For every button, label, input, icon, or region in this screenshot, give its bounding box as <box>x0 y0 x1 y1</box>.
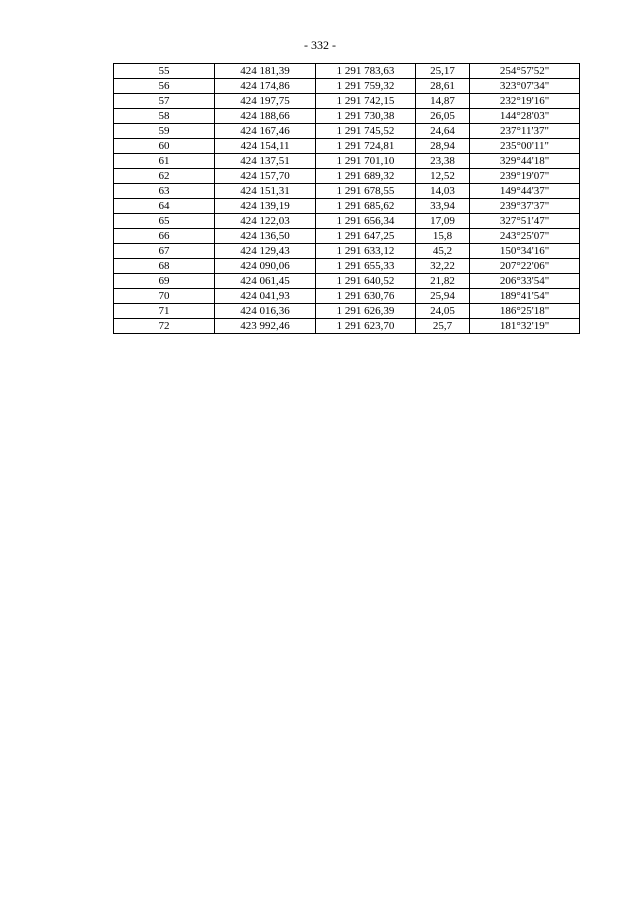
segment-length-cell: 14,03 <box>416 184 470 199</box>
table-row <box>114 184 580 199</box>
segment-length-cell: 24,64 <box>416 124 470 139</box>
bearing-cell: 237°11'37" <box>470 124 580 139</box>
segment-length-cell: 26,05 <box>416 109 470 124</box>
point-number-cell: 70 <box>114 289 215 304</box>
bearing-cell: 206°33'54" <box>470 274 580 289</box>
table-row <box>114 154 580 169</box>
bearing-cell: 243°25'07" <box>470 229 580 244</box>
bearing-cell: 149°44'37" <box>470 184 580 199</box>
x-coordinate-cell: 424 137,51 <box>215 154 316 169</box>
table-row <box>114 124 580 139</box>
table-row <box>114 169 580 184</box>
segment-length-cell: 28,61 <box>416 79 470 94</box>
bearing-cell: 189°41'54" <box>470 289 580 304</box>
y-coordinate-cell: 1 291 640,52 <box>316 274 416 289</box>
point-number-cell: 72 <box>114 319 215 334</box>
y-coordinate-cell: 1 291 742,15 <box>316 94 416 109</box>
point-number-cell: 66 <box>114 229 215 244</box>
point-number-cell: 57 <box>114 94 215 109</box>
x-coordinate-cell: 424 197,75 <box>215 94 316 109</box>
segment-length-cell: 17,09 <box>416 214 470 229</box>
point-number-cell: 55 <box>114 64 215 79</box>
segment-length-cell: 12,52 <box>416 169 470 184</box>
segment-length-cell: 32,22 <box>416 259 470 274</box>
point-number-cell: 62 <box>114 169 215 184</box>
bearing-cell: 144°28'03" <box>470 109 580 124</box>
bearing-cell: 323°07'34" <box>470 79 580 94</box>
x-coordinate-cell: 424 188,66 <box>215 109 316 124</box>
bearing-cell: 207°22'06" <box>470 259 580 274</box>
coordinates-table-body <box>114 64 580 334</box>
x-coordinate-cell: 424 154,11 <box>215 139 316 154</box>
point-number-cell: 71 <box>114 304 215 319</box>
table-row <box>114 79 580 94</box>
table-row <box>114 109 580 124</box>
segment-length-cell: 25,17 <box>416 64 470 79</box>
page-number: - 332 - <box>304 38 336 52</box>
table-row <box>114 289 580 304</box>
segment-length-cell: 23,38 <box>416 154 470 169</box>
y-coordinate-cell: 1 291 623,70 <box>316 319 416 334</box>
x-coordinate-cell: 423 992,46 <box>215 319 316 334</box>
segment-length-cell: 15,8 <box>416 229 470 244</box>
x-coordinate-cell: 424 151,31 <box>215 184 316 199</box>
bearing-cell: 239°19'07" <box>470 169 580 184</box>
table-row <box>114 274 580 289</box>
y-coordinate-cell: 1 291 630,76 <box>316 289 416 304</box>
table-row <box>114 199 580 214</box>
table-row <box>114 64 580 79</box>
bearing-cell: 150°34'16" <box>470 244 580 259</box>
y-coordinate-cell: 1 291 689,32 <box>316 169 416 184</box>
x-coordinate-cell: 424 090,06 <box>215 259 316 274</box>
segment-length-cell: 45,2 <box>416 244 470 259</box>
point-number-cell: 69 <box>114 274 215 289</box>
x-coordinate-cell: 424 174,86 <box>215 79 316 94</box>
y-coordinate-cell: 1 291 656,34 <box>316 214 416 229</box>
point-number-cell: 64 <box>114 199 215 214</box>
table-row <box>114 259 580 274</box>
y-coordinate-cell: 1 291 759,32 <box>316 79 416 94</box>
x-coordinate-cell: 424 181,39 <box>215 64 316 79</box>
bearing-cell: 235°00'11" <box>470 139 580 154</box>
bearing-cell: 329°44'18" <box>470 154 580 169</box>
y-coordinate-cell: 1 291 685,62 <box>316 199 416 214</box>
x-coordinate-cell: 424 157,70 <box>215 169 316 184</box>
point-number-cell: 56 <box>114 79 215 94</box>
table-row <box>114 319 580 334</box>
bearing-cell: 327°51'47" <box>470 214 580 229</box>
point-number-cell: 68 <box>114 259 215 274</box>
segment-length-cell: 25,94 <box>416 289 470 304</box>
x-coordinate-cell: 424 139,19 <box>215 199 316 214</box>
bearing-cell: 254°57'52" <box>470 64 580 79</box>
y-coordinate-cell: 1 291 678,55 <box>316 184 416 199</box>
segment-length-cell: 28,94 <box>416 139 470 154</box>
x-coordinate-cell: 424 041,93 <box>215 289 316 304</box>
bearing-cell: 186°25'18" <box>470 304 580 319</box>
segment-length-cell: 33,94 <box>416 199 470 214</box>
x-coordinate-cell: 424 122,03 <box>215 214 316 229</box>
point-number-cell: 67 <box>114 244 215 259</box>
x-coordinate-cell: 424 061,45 <box>215 274 316 289</box>
point-number-cell: 59 <box>114 124 215 139</box>
y-coordinate-cell: 1 291 655,33 <box>316 259 416 274</box>
table-row <box>114 94 580 109</box>
y-coordinate-cell: 1 291 745,52 <box>316 124 416 139</box>
y-coordinate-cell: 1 291 647,25 <box>316 229 416 244</box>
segment-length-cell: 25,7 <box>416 319 470 334</box>
bearing-cell: 232°19'16" <box>470 94 580 109</box>
point-number-cell: 60 <box>114 139 215 154</box>
x-coordinate-cell: 424 167,46 <box>215 124 316 139</box>
bearing-cell: 239°37'37" <box>470 199 580 214</box>
x-coordinate-cell: 424 136,50 <box>215 229 316 244</box>
point-number-cell: 65 <box>114 214 215 229</box>
y-coordinate-cell: 1 291 633,12 <box>316 244 416 259</box>
x-coordinate-cell: 424 016,36 <box>215 304 316 319</box>
point-number-cell: 63 <box>114 184 215 199</box>
coordinates-table <box>113 63 580 334</box>
segment-length-cell: 21,82 <box>416 274 470 289</box>
segment-length-cell: 14,87 <box>416 94 470 109</box>
point-number-cell: 61 <box>114 154 215 169</box>
table-row <box>114 244 580 259</box>
table-row <box>114 304 580 319</box>
y-coordinate-cell: 1 291 783,63 <box>316 64 416 79</box>
x-coordinate-cell: 424 129,43 <box>215 244 316 259</box>
y-coordinate-cell: 1 291 724,81 <box>316 139 416 154</box>
table-row <box>114 229 580 244</box>
y-coordinate-cell: 1 291 730,38 <box>316 109 416 124</box>
bearing-cell: 181°32'19" <box>470 319 580 334</box>
table-row <box>114 214 580 229</box>
y-coordinate-cell: 1 291 701,10 <box>316 154 416 169</box>
point-number-cell: 58 <box>114 109 215 124</box>
segment-length-cell: 24,05 <box>416 304 470 319</box>
table-row <box>114 139 580 154</box>
y-coordinate-cell: 1 291 626,39 <box>316 304 416 319</box>
